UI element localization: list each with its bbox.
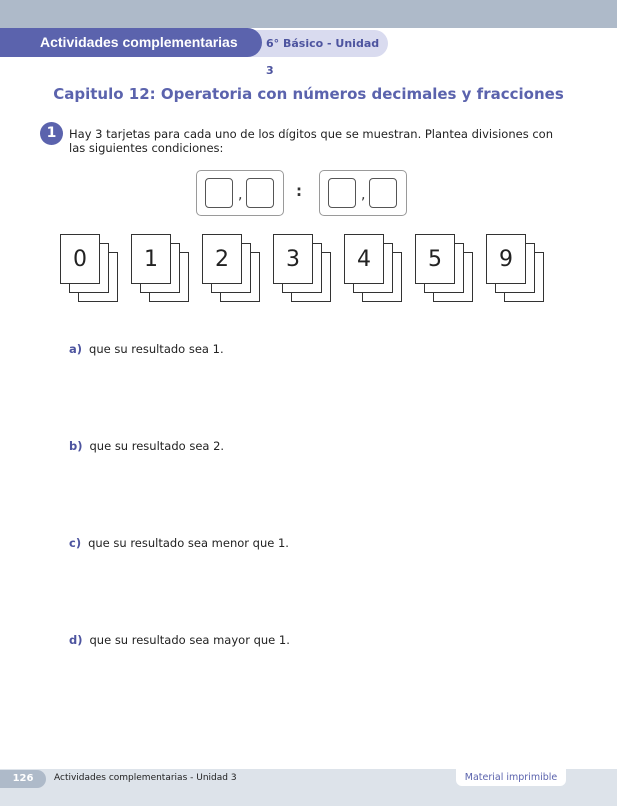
digit-card-stack xyxy=(273,234,333,306)
digit-card: 4 xyxy=(344,234,384,284)
item-label: c) xyxy=(69,536,82,550)
item-label: a) xyxy=(69,342,83,356)
printable-badge: Material imprimible xyxy=(456,769,566,786)
item-c xyxy=(69,536,289,550)
item-text: que su resultado sea 2. xyxy=(89,439,225,453)
dividend-box xyxy=(196,170,284,216)
chapter-title: Capitulo 12: Operatoria con números decimales y fracciones xyxy=(53,85,564,103)
question-number-badge: 1 xyxy=(40,122,63,145)
digit-card: 0 xyxy=(60,234,100,284)
divisor-integer-slot[interactable] xyxy=(328,178,356,208)
footer-text: Actividades complementarias - Unidad 3 xyxy=(54,773,237,783)
item-text: que su resultado sea mayor que 1. xyxy=(89,633,290,647)
item-b xyxy=(69,439,224,453)
digit-card-stack xyxy=(415,234,475,306)
item-d xyxy=(69,633,290,647)
digit-card-stack xyxy=(486,234,546,306)
item-label: b) xyxy=(69,439,83,453)
digit-card-stack xyxy=(60,234,120,306)
digit-card-stack xyxy=(202,234,262,306)
digit-card: 9 xyxy=(486,234,526,284)
digit-card: 5 xyxy=(415,234,455,284)
digit-card-stack xyxy=(344,234,404,306)
digit-card-stack xyxy=(131,234,191,306)
digit-card: 1 xyxy=(131,234,171,284)
dividend-integer-slot[interactable] xyxy=(205,178,233,208)
page-number: 126 xyxy=(0,770,46,788)
item-label: d) xyxy=(69,633,83,647)
item-a xyxy=(69,342,224,356)
decimal-comma: , xyxy=(238,187,243,203)
divisor-decimal-slot[interactable] xyxy=(369,178,397,208)
section-tab: Actividades complementarias xyxy=(0,28,262,57)
item-text: que su resultado sea 1. xyxy=(89,342,224,356)
dividend-decimal-slot[interactable] xyxy=(246,178,274,208)
top-band xyxy=(0,0,617,28)
digit-card: 2 xyxy=(202,234,242,284)
division-symbol: : xyxy=(296,182,302,200)
divisor-box xyxy=(319,170,407,216)
digit-card: 3 xyxy=(273,234,313,284)
decimal-comma: , xyxy=(361,187,366,203)
course-unit-tab: 6° Básico - Unidad 3 xyxy=(240,30,388,57)
question-text: Hay 3 tarjetas para cada uno de los dígitos que se muestran. Plantea divisiones con las siguientes condiciones: xyxy=(69,127,554,155)
item-text: que su resultado sea menor que 1. xyxy=(88,536,289,550)
